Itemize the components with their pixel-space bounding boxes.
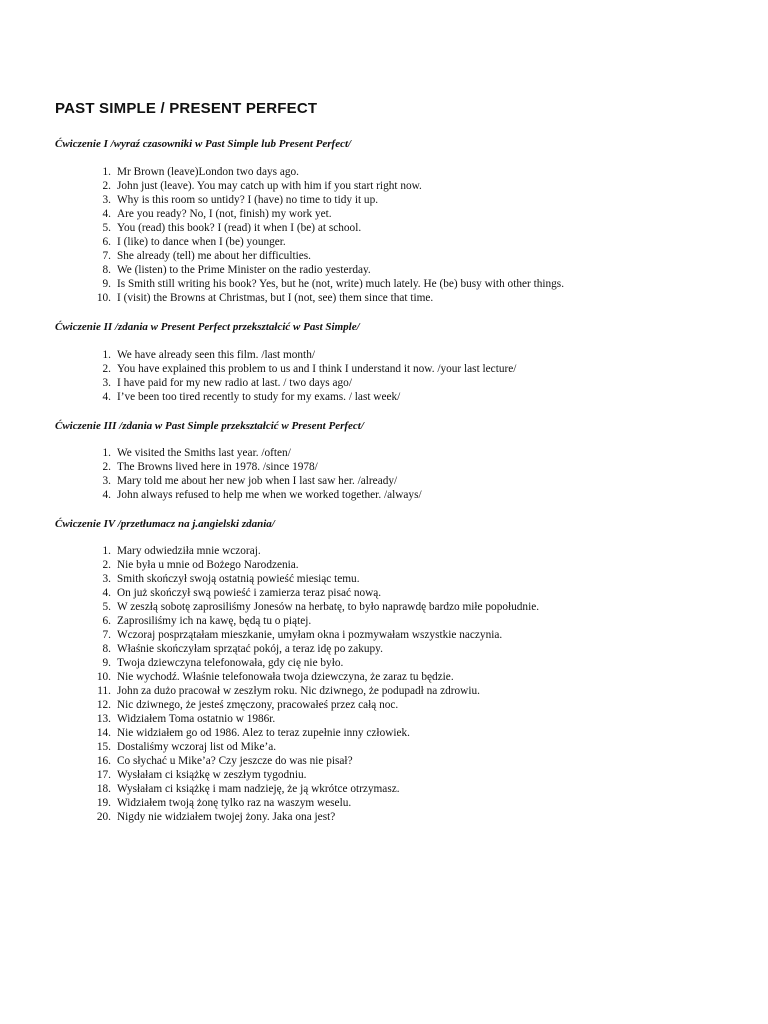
- item-number: 4.: [102, 489, 111, 501]
- item-text: We have already seen this film. /last month/: [117, 349, 315, 361]
- item-text: Wysłałam ci książkę i mam nadzieję, że ją wkrótce otrzymasz.: [117, 783, 400, 795]
- exercise-2-list: [55, 348, 735, 404]
- item-number: 9.: [102, 278, 111, 290]
- item-text: Wczoraj posprzątałam mieszkanie, umyłam okna i pozmywałam wszystkie naczynia.: [117, 629, 503, 641]
- exercise-1-heading: Ćwiczenie I /wyraź czasowniki w Past Simple lub Present Perfect/: [55, 138, 352, 150]
- list-item: [55, 249, 735, 263]
- item-number: 4.: [102, 587, 111, 599]
- item-number: 3.: [102, 377, 111, 389]
- item-text: Widziałem Toma ostatnio w 1986r.: [117, 713, 276, 725]
- item-number: 1.: [102, 166, 111, 178]
- exercise-3-heading: Ćwiczenie III /zdania w Past Simple przekształcić w Present Perfect/: [55, 420, 364, 432]
- item-text: We visited the Smiths last year. /often/: [117, 447, 291, 459]
- item-number: 2.: [102, 559, 111, 571]
- item-text: I (like) to dance when I (be) younger.: [117, 236, 286, 248]
- list-item: [55, 726, 735, 740]
- item-text: Nigdy nie widziałem twojej żony. Jaka ona jest?: [117, 811, 336, 823]
- list-item: [55, 348, 735, 362]
- exercise-4-heading: Ćwiczenie IV /przetłumacz na j.angielski zdania/: [55, 518, 275, 530]
- item-number: 7.: [102, 629, 111, 641]
- item-number: 4.: [102, 208, 111, 220]
- item-number: 18.: [96, 783, 111, 795]
- item-number: 17.: [96, 769, 111, 781]
- item-number: 8.: [102, 264, 111, 276]
- list-item: [55, 446, 735, 460]
- list-item: [55, 600, 735, 614]
- list-item: [55, 460, 735, 474]
- item-number: 15.: [96, 741, 111, 753]
- list-item: [55, 263, 735, 277]
- item-text: You have explained this problem to us and I think I understand it now. /your last lecture/: [117, 363, 517, 375]
- list-item: [55, 698, 735, 712]
- item-number: 2.: [102, 363, 111, 375]
- item-text: Smith skończył swoją ostatnią powieść miesiąc temu.: [117, 573, 360, 585]
- list-item: [55, 558, 735, 572]
- list-item: [55, 179, 735, 193]
- item-text: Nie wychodź. Właśnie telefonowała twoja dziewczyna, że zaraz tu będzie.: [117, 671, 454, 683]
- item-text: Twoja dziewczyna telefonowała, gdy cię nie było.: [117, 657, 344, 669]
- item-text: Wysłałam ci książkę w zeszłym tygodniu.: [117, 769, 307, 781]
- list-item: [55, 207, 735, 221]
- list-item: [55, 768, 735, 782]
- item-text: John just (leave). You may catch up with him if you start right now.: [117, 180, 422, 192]
- item-number: 8.: [102, 643, 111, 655]
- exercise-3-list: [55, 446, 735, 502]
- item-text: Nie była u mnie od Bożego Narodzenia.: [117, 559, 299, 571]
- item-number: 4.: [102, 391, 111, 403]
- list-item: [55, 586, 735, 600]
- item-number: 5.: [102, 601, 111, 613]
- list-item: [55, 628, 735, 642]
- item-number: 12.: [96, 699, 111, 711]
- item-number: 19.: [96, 797, 111, 809]
- item-text: Co słychać u Mike’a? Czy jeszcze do was nie pisał?: [117, 755, 353, 767]
- item-text: Nic dziwnego, że jesteś zmęczony, pracowałeś przez całą noc.: [117, 699, 399, 711]
- list-item: [55, 474, 735, 488]
- item-text: Nie widziałem go od 1986. Alez to teraz zupełnie inny człowiek.: [117, 727, 410, 739]
- exercise-2-heading: Ćwiczenie II /zdania w Present Perfect przekształcić w Past Simple/: [55, 321, 360, 333]
- item-text: She already (tell) me about her difficulties.: [117, 250, 311, 262]
- page-title: PAST SIMPLE / PRESENT PERFECT: [55, 100, 318, 117]
- list-item: [55, 754, 735, 768]
- item-number: 11.: [97, 685, 111, 697]
- list-item: [55, 165, 735, 179]
- list-item: [55, 544, 735, 558]
- list-item: [55, 488, 735, 502]
- item-text: W zeszłą sobotę zaprosiliśmy Jonesów na herbatę, to było naprawdę bardzo miłe popołudnie.: [117, 601, 540, 613]
- item-text: John za dużo pracował w zeszłym roku. Nic dziwnego, że podupadł na zdrowiu.: [117, 685, 480, 697]
- item-number: 7.: [102, 250, 111, 262]
- item-number: 14.: [96, 727, 111, 739]
- list-item: [55, 291, 735, 305]
- item-number: 10.: [96, 671, 111, 683]
- item-text: Why is this room so untidy? I (have) no time to tidy it up.: [117, 194, 379, 206]
- item-text: Mr Brown (leave)London two days ago.: [117, 166, 299, 178]
- item-text: We (listen) to the Prime Minister on the radio yesterday.: [117, 264, 371, 276]
- list-item: [55, 712, 735, 726]
- item-number: 3.: [102, 475, 111, 487]
- list-item: [55, 390, 735, 404]
- list-item: [55, 740, 735, 754]
- list-item: [55, 684, 735, 698]
- item-number: 20.: [96, 811, 111, 823]
- item-number: 5.: [102, 222, 111, 234]
- item-text: Właśnie skończyłam sprzątać pokój, a teraz idę po zakupy.: [117, 643, 383, 655]
- list-item: [55, 235, 735, 249]
- list-item: [55, 193, 735, 207]
- list-item: [55, 670, 735, 684]
- list-item: [55, 362, 735, 376]
- item-text: Widziałem twoją żonę tylko raz na waszym weselu.: [117, 797, 352, 809]
- item-number: 2.: [102, 180, 111, 192]
- item-text: Mary told me about her new job when I last saw her. /already/: [117, 475, 398, 487]
- item-text: You (read) this book? I (read) it when I (be) at school.: [117, 222, 362, 234]
- item-number: 3.: [102, 573, 111, 585]
- item-text: Mary odwiedziła mnie wczoraj.: [117, 545, 261, 557]
- list-item: [55, 782, 735, 796]
- item-text: I have paid for my new radio at last. / two days ago/: [117, 377, 352, 389]
- item-text: Are you ready? No, I (not, finish) my work yet.: [117, 208, 332, 220]
- list-item: [55, 796, 735, 810]
- list-item: [55, 221, 735, 235]
- item-number: 6.: [102, 236, 111, 248]
- item-number: 16.: [96, 755, 111, 767]
- item-number: 1.: [102, 349, 111, 361]
- list-item: [55, 656, 735, 670]
- item-number: 6.: [102, 615, 111, 627]
- list-item: [55, 642, 735, 656]
- item-text: I (visit) the Browns at Christmas, but I (not, see) them since that time.: [117, 292, 434, 304]
- item-text: Dostaliśmy wczoraj list od Mike’a.: [117, 741, 277, 753]
- item-number: 13.: [96, 713, 111, 725]
- exercise-1-list: [55, 165, 735, 305]
- list-item: [55, 572, 735, 586]
- item-text: I’ve been too tired recently to study for my exams. / last week/: [117, 391, 401, 403]
- list-item: [55, 810, 735, 824]
- item-text: John always refused to help me when we worked together. /always/: [117, 489, 422, 501]
- item-number: 1.: [102, 447, 111, 459]
- item-number: 10.: [96, 292, 111, 304]
- list-item: [55, 614, 735, 628]
- list-item: [55, 277, 735, 291]
- exercise-4-list: [55, 544, 735, 824]
- item-number: 3.: [102, 194, 111, 206]
- item-number: 1.: [102, 545, 111, 557]
- item-number: 9.: [102, 657, 111, 669]
- item-text: On już skończył swą powieść i zamierza teraz pisać nową.: [117, 587, 382, 599]
- list-item: [55, 376, 735, 390]
- item-text: Zaprosiliśmy ich na kawę, będą tu o piątej.: [117, 615, 312, 627]
- item-text: The Browns lived here in 1978. /since 1978/: [117, 461, 318, 473]
- item-number: 2.: [102, 461, 111, 473]
- item-text: Is Smith still writing his book? Yes, but he (not, write) much lately. He (be) busy with other things.: [117, 278, 565, 290]
